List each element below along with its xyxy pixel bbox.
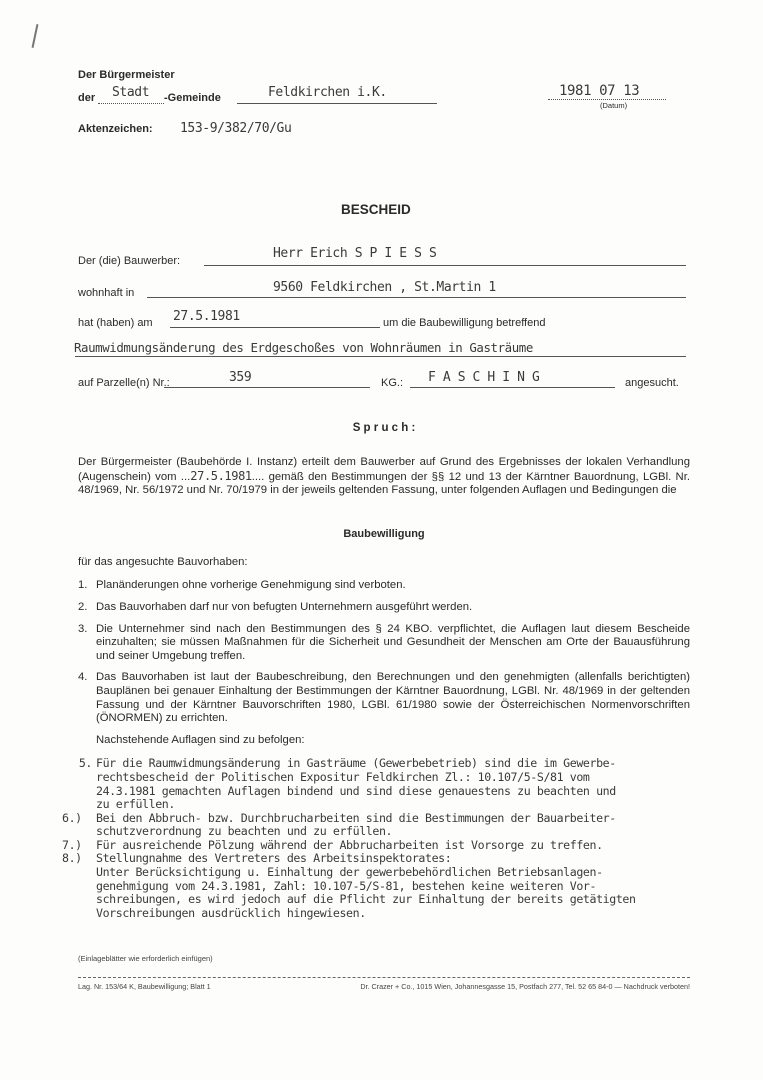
- insert-note: (Einlageblätter wie erforderlich einfügen): [78, 954, 213, 964]
- spruch-intro-part2: .... gemäß den Bestimmungen der §§ 12 und 13 der Kärntner Bauordnung, LGBl. Nr. 48/1969, Nr. 56/1972 und Nr. 70/1979 in der jeweils geltenden Fassung, unter folgenden Auflagen und Bedingungen die: [78, 470, 690, 497]
- date-label: (Datum): [600, 101, 628, 110]
- kg-field[interactable]: F A S C H I N G: [428, 370, 540, 385]
- item-text: Planänderungen ohne vorherige Genehmigung sind verboten.: [96, 579, 406, 592]
- parcel-line: [164, 387, 370, 388]
- text-line: Vorschreibungen ausdrücklich hingewiesen.: [96, 905, 366, 920]
- item-number: 4.: [78, 671, 88, 684]
- condition-item-6: [62, 812, 690, 839]
- applicant-label: Der (die) Bauwerber:: [78, 255, 181, 267]
- text-line: 24.3.1981 gemachten Auflagen bindend und sind diese genauestens zu beachten und: [96, 783, 616, 798]
- text-line: Bei den Abbruch- bzw. Durchbrucharbeiten sind die Bestimmungen der Bauarbeiter-: [96, 810, 616, 825]
- hearing-date-field[interactable]: 27.5.1981: [190, 468, 252, 483]
- margin-pen-mark: [32, 24, 39, 48]
- decision-body: [62, 422, 690, 992]
- text-line: zu erfüllen.: [96, 797, 175, 812]
- spruch-heading: S p r u c h :: [352, 422, 416, 434]
- kg-label: KG.:: [381, 377, 404, 389]
- municipality-name-field[interactable]: Feldkirchen i.K.: [268, 85, 387, 100]
- text-line: schreibungen, es wird jedoch auf die Pflicht zur Einhaltung der bereits getätigten: [96, 892, 636, 907]
- item-number: 6.): [62, 810, 82, 825]
- residence-line: [147, 297, 686, 298]
- date-line: [548, 99, 666, 100]
- text-line: Unter Berücksichtigung u. Einhaltung der gewerbebehördlichen Betriebsanlagen-: [96, 865, 603, 880]
- parcel-number-field[interactable]: 359: [229, 370, 252, 385]
- parcel-label: auf Parzelle(n) Nr.:: [78, 377, 170, 389]
- application-date-suffix: um die Baubewilligung betreffend: [383, 317, 546, 329]
- text-line: Stellungnahme des Vertreters des Arbeitsinspektorates:: [96, 851, 452, 866]
- application-date-field[interactable]: 27.5.1981: [173, 309, 240, 324]
- item-text: Das Bauvorhaben ist laut der Baubeschreibung, den Berechnungen und den genehmigten (allenfalls berichtigten) Bauplänen bei genauer Einhaltung der Bestimmungen der Kärntner Bauordnung, LGBl. Nr. 48/1969 in der geltenden Fassung und der Kärntner Bauvorschriften 1980, LGBl. 61/1980 sowie der Österreichischen Normenvorschriften (ÖNORMEN) zu errichten.: [96, 671, 690, 725]
- condition-item-5: [62, 757, 690, 811]
- subject-field[interactable]: Raumwidmungsänderung des Erdgeschoßes von Wohnräumen in Gasträume: [74, 340, 533, 355]
- application-date-line: [170, 327, 380, 328]
- conditions-label: Nachstehende Auflagen sind zu befolgen:: [96, 733, 305, 746]
- spruch-paragraph: [78, 456, 690, 498]
- item-number: 7.): [62, 837, 82, 852]
- document-title: BESCHEID: [341, 202, 411, 217]
- residence-label: wohnhaft in: [78, 287, 135, 299]
- item-number: 8.): [62, 851, 82, 866]
- kg-line: [410, 387, 615, 388]
- text-line: schutzverordnung zu beachten und zu erfüllen.: [96, 824, 393, 839]
- item-text: Das Bauvorhaben darf nur von befugten Unternehmern ausgeführt werden.: [96, 600, 473, 613]
- item-number: 1.: [78, 579, 88, 592]
- file-ref-field[interactable]: 153-9/382/70/Gu: [180, 121, 292, 136]
- applicant-name-field[interactable]: Herr Erich S P I E S S: [273, 246, 437, 261]
- date-field[interactable]: 1981 07 13: [559, 83, 640, 99]
- file-ref-label: Aktenzeichen:: [78, 123, 153, 135]
- text-line: rechtsbescheid der Politischen Expositur Feldkirchen Zl.: 10.107/5-S/81 vom: [96, 769, 590, 784]
- der-label: der: [78, 92, 96, 104]
- subject-line: [75, 356, 686, 357]
- application-date-prefix: hat (haben) am: [78, 317, 153, 329]
- item-text: [96, 852, 690, 920]
- municipality-type-field[interactable]: Stadt: [112, 85, 150, 100]
- residence-field[interactable]: 9560 Feldkirchen , St.Martin 1: [273, 280, 496, 295]
- text-line: Für die Raumwidmungsänderung in Gasträume (Gewerbebetrieb) sind die im Gewerbe-: [96, 756, 616, 771]
- permit-heading: Baubewilligung: [343, 527, 425, 540]
- permit-item-3: [78, 623, 690, 664]
- gemeinde-label: -Gemeinde: [164, 92, 221, 104]
- permit-item-4: [78, 671, 690, 725]
- item-number: 5.: [78, 756, 92, 771]
- item-text: [96, 812, 690, 839]
- spruch-intro-part1: Der Bürgermeister (Baubehörde I. Instanz) erteilt dem Bauwerber auf Grund des Ergebnisses der lokalen Verhandlung (Augenschein) vom ...: [78, 456, 690, 483]
- permit-item-1: [78, 579, 690, 593]
- publisher-info: Dr. Crazer + Co., 1015 Wien, Johannesgasse 15, Postfach 277, Tel. 52 65 84-0 — Nachdruck verboten!: [360, 982, 690, 992]
- item-text: Die Unternehmer sind nach den Bestimmungen des § 24 KBO. verpflichtet, die Auflagen laut diesem Bescheide einzuhalten; sie müssen Maßnahmen für die Sicherheit und Gesundheit der Menschen am Orte der Bauausführung und seiner Umgebung treffen.: [96, 622, 690, 662]
- municipality-type-line: [98, 103, 164, 104]
- text-line: Für ausreichende Pölzung während der Abbrucharbeiten ist Vorsorge zu treffen.: [96, 837, 603, 852]
- angesucht-label: angesucht.: [625, 377, 679, 389]
- condition-item-7: [62, 839, 690, 853]
- item-text: [96, 839, 690, 853]
- footer-rule: [78, 977, 690, 991]
- item-number: 2.: [78, 600, 88, 613]
- applicant-line: [204, 265, 686, 266]
- form-number: Lag. Nr. 153/64 K, Baubewilligung; Blatt 1: [78, 982, 211, 992]
- item-text: [96, 757, 690, 811]
- permit-item-2: [78, 601, 690, 615]
- mayor-title: Der Bürgermeister: [78, 69, 175, 81]
- text-line: genehmigung vom 24.3.1981, Zahl: 10.107-5/S-81, bestehen keine weiteren Vor-: [96, 878, 597, 893]
- permit-for-label: für das angesuchte Bauvorhaben:: [78, 555, 248, 568]
- municipality-name-line: [237, 103, 437, 104]
- condition-item-8: [62, 852, 690, 920]
- item-number: 3.: [78, 622, 88, 635]
